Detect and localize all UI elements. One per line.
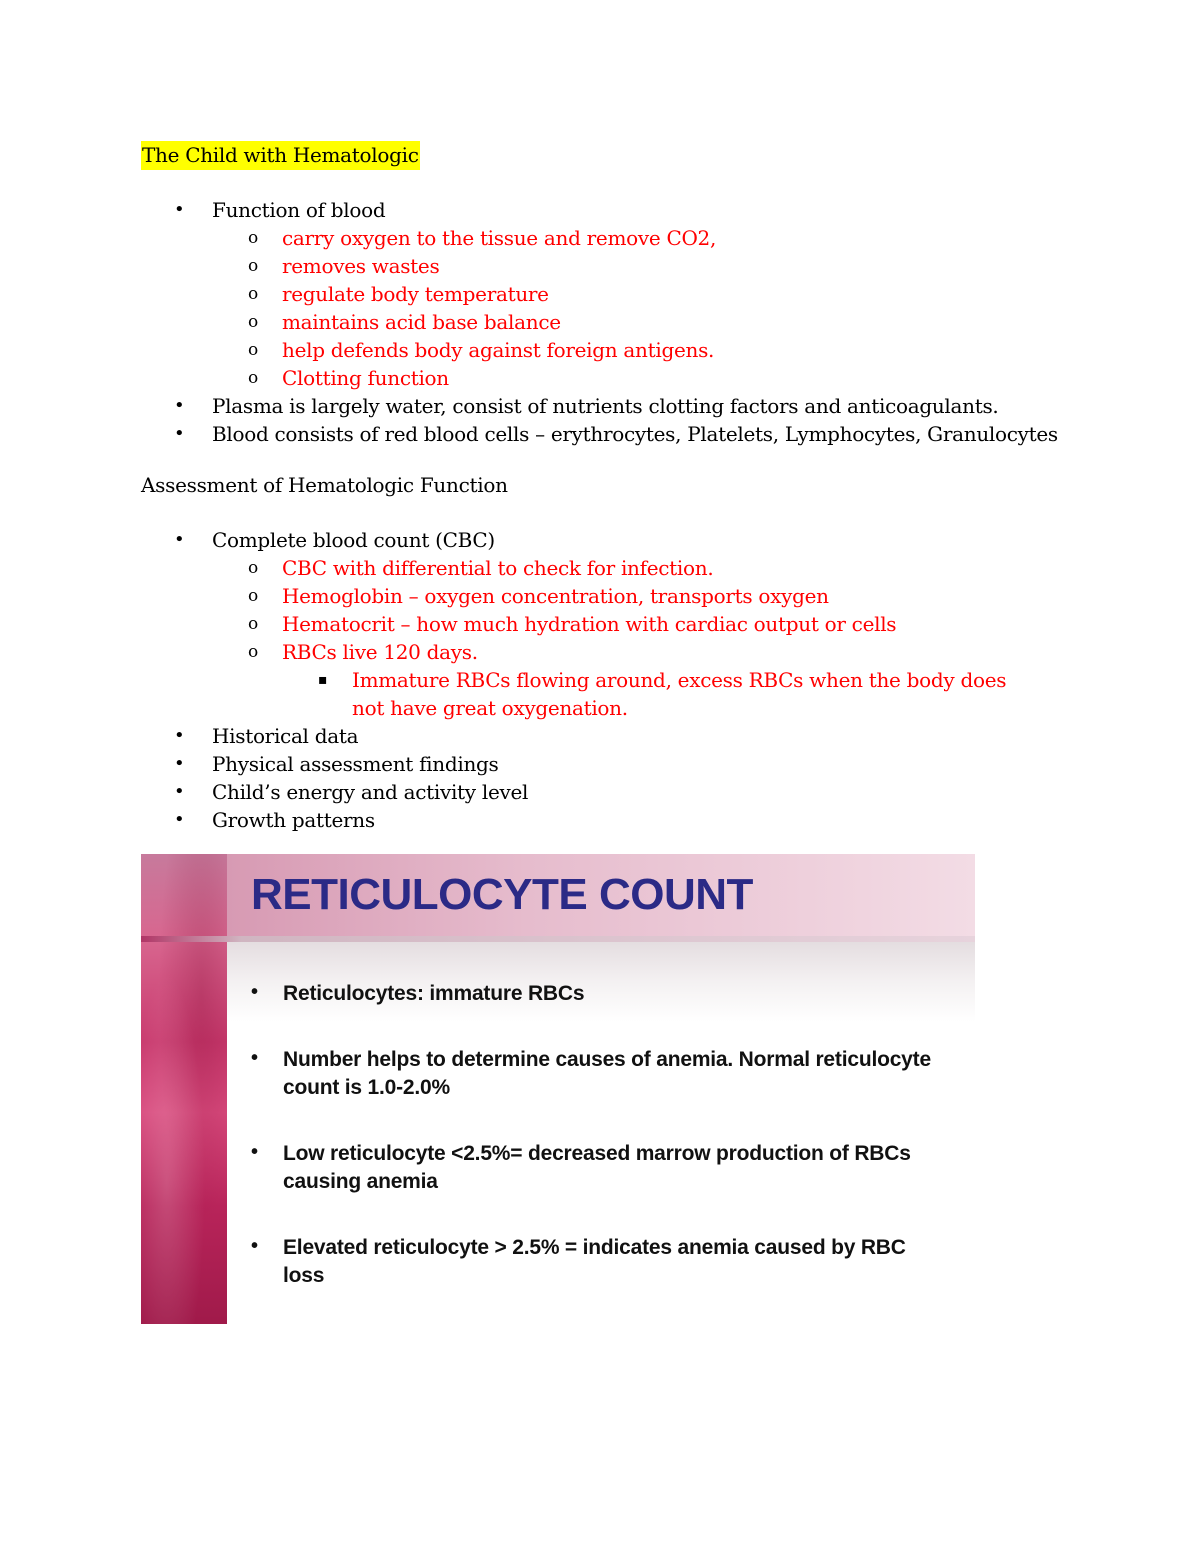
sub-list-item — [212, 610, 1032, 638]
list-item-text: Physical assessment findings — [212, 752, 499, 776]
slide-bullet-icon: • — [251, 1235, 258, 1257]
list-item — [0, 526, 1032, 722]
list-item — [0, 806, 1032, 834]
sub-bullet-icon: o — [248, 642, 258, 662]
sub-list-item-text: Hemoglobin – oxygen concentration, transports oxygen — [282, 584, 829, 608]
slide-bullet-item — [249, 1046, 949, 1102]
slide-bullet-text: Elevated reticulocyte > 2.5% = indicates anemia caused by RBC loss — [283, 1236, 906, 1287]
slide-bullet-list — [249, 980, 949, 1324]
square-bullet-icon: ▪ — [318, 672, 328, 688]
sub-bullet-icon: o — [248, 312, 258, 332]
sub-list-item-text: CBC with differential to check for infection. — [282, 556, 714, 580]
sub-list-item — [212, 554, 1032, 582]
sub-sub-list-item — [282, 666, 1032, 722]
sub-list-item — [212, 364, 1058, 392]
bullet-icon: • — [174, 529, 185, 550]
slide-bullet-icon: • — [251, 981, 258, 1003]
list-item-text: Blood consists of red blood cells – erythrocytes, Platelets, Lymphocytes, Granulocytes — [212, 422, 1058, 446]
sub-list-item — [212, 252, 1058, 280]
list-item-text: Function of blood — [212, 198, 386, 222]
sub-bullet-icon: o — [248, 284, 258, 304]
sub-bullet-icon: o — [248, 256, 258, 276]
sub-list-item-text: carry oxygen to the tissue and remove CO2, — [282, 226, 717, 250]
slide-side-decoration — [141, 854, 227, 1324]
sub-bullet-icon: o — [248, 558, 258, 578]
slide-bullet-text: Reticulocytes: immature RBCs — [283, 982, 585, 1005]
sub-list-item — [212, 224, 1058, 252]
sub-list-function — [212, 224, 1058, 392]
sub-bullet-icon: o — [248, 614, 258, 634]
bullet-icon: • — [174, 809, 185, 830]
list-item — [0, 196, 1058, 392]
sub-bullet-icon: o — [248, 368, 258, 388]
sub-bullet-icon: o — [248, 586, 258, 606]
bullet-icon: • — [174, 753, 185, 774]
sub-bullet-icon: o — [248, 340, 258, 360]
list-item-text: Growth patterns — [212, 808, 375, 832]
list-item-text: Plasma is largely water, consist of nutrients clotting factors and anticoagulants. — [212, 394, 999, 418]
bullet-list-function — [0, 196, 1058, 448]
list-item — [0, 420, 1058, 448]
list-item — [0, 750, 1032, 778]
slide-bullet-icon: • — [251, 1047, 258, 1069]
slide-bullet-icon: • — [251, 1141, 258, 1163]
sub-list-item-text: Clotting function — [282, 366, 449, 390]
slide-bullet-item — [249, 1234, 949, 1290]
bullet-icon: • — [174, 725, 185, 746]
sub-list-item-text: RBCs live 120 days. — [282, 640, 478, 664]
sub-list-item-text: maintains acid base balance — [282, 310, 561, 334]
sub-list-item-text: regulate body temperature — [282, 282, 549, 306]
list-item — [0, 722, 1032, 750]
slide-bullet-item — [249, 1140, 949, 1196]
list-item-text: Child’s energy and activity level — [212, 780, 529, 804]
slide-bullet-item — [249, 980, 949, 1008]
sub-list-cbc — [212, 554, 1032, 722]
list-item — [0, 778, 1032, 806]
sub-list-item — [212, 582, 1032, 610]
sub-list-item-text: help defends body against foreign antigens. — [282, 338, 715, 362]
sub-list-item-text: Hematocrit – how much hydration with cardiac output or cells — [282, 612, 897, 636]
bullet-icon: • — [174, 199, 185, 220]
section-heading-assessment: Assessment of Hematologic Function — [141, 473, 508, 497]
sub-bullet-icon: o — [248, 228, 258, 248]
sub-list-item-text: removes wastes — [282, 254, 440, 278]
list-item-text: Historical data — [212, 724, 359, 748]
sub-list-item — [212, 336, 1058, 364]
sub-list-item — [212, 308, 1058, 336]
slide-bullet-text: Low reticulocyte <2.5%= decreased marrow production of RBCs causing anemia — [283, 1142, 911, 1193]
list-item — [0, 392, 1058, 420]
bullet-list-assessment — [0, 526, 1032, 834]
sub-list-item — [212, 638, 1032, 722]
slide-bullet-text: Number helps to determine causes of anemia. Normal reticulocyte count is 1.0-2.0% — [283, 1048, 931, 1099]
bullet-icon: • — [174, 781, 185, 802]
sub-list-item — [212, 280, 1058, 308]
slide-title: RETICULOCYTE COUNT — [251, 870, 753, 919]
bullet-icon: • — [174, 395, 185, 416]
section-heading-hematologic: The Child with Hematologic — [141, 141, 420, 170]
list-item-text: Complete blood count (CBC) — [212, 528, 495, 552]
reticulocyte-slide-image — [141, 854, 975, 1324]
bullet-icon: • — [174, 423, 185, 444]
sub-sub-list — [282, 666, 1032, 722]
sub-sub-list-item-text: Immature RBCs flowing around, excess RBCs when the body does not have great oxygenation. — [352, 668, 1007, 720]
